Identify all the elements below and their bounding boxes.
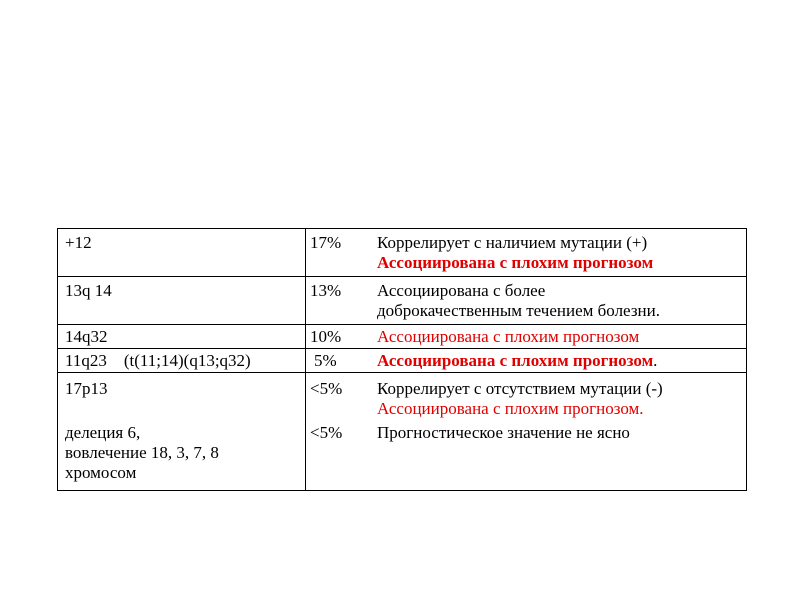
table-row — [58, 277, 746, 325]
row3-prognosis — [377, 327, 747, 347]
row2-marker — [65, 281, 300, 301]
marker-text: вовлечение 18, 3, 7, 8 — [65, 443, 219, 462]
marker-text: +12 — [65, 233, 92, 252]
prognosis-line: Ассоциирована с плохим прогнозом — [377, 253, 654, 272]
marker-text: хромосом — [65, 463, 137, 482]
row5b-marker — [65, 423, 300, 483]
marker-text: 14q32 — [65, 327, 108, 346]
prognosis-line: Коррелирует с отсутствием мутации (-) — [377, 379, 663, 398]
frequency-text: <5% — [310, 379, 343, 398]
row1-frequency — [310, 233, 362, 253]
row3-frequency — [310, 327, 362, 347]
row4-prognosis — [377, 351, 747, 371]
marker-text: 11q23 (t(11;14)(q13;q32) — [65, 351, 251, 370]
prognosis-line: доброкачественным течением болезни. — [377, 301, 660, 320]
row1-prognosis — [377, 233, 747, 273]
marker-text: делеция 6, — [65, 423, 141, 442]
prognosis-table — [57, 228, 747, 491]
table-row — [58, 325, 746, 349]
row3-marker — [65, 327, 300, 347]
prognosis-line: Коррелирует с наличием мутации (+) — [377, 233, 648, 252]
row4-frequency — [314, 351, 366, 371]
marker-text: 13q 14 — [65, 281, 112, 300]
table-row — [58, 349, 746, 373]
row1-marker — [65, 233, 300, 253]
prognosis-line: Ассоциирована с плохим прогнозом. — [377, 399, 644, 418]
row5-marker — [65, 379, 300, 399]
marker-text: 17p13 — [65, 379, 108, 398]
prognosis-suffix: . — [653, 351, 658, 370]
prognosis-line: Прогностическое значение не ясно — [377, 423, 630, 442]
frequency-text: 5% — [314, 351, 337, 370]
row5-frequency — [310, 379, 362, 399]
table-row — [58, 229, 746, 277]
row2-frequency — [310, 281, 362, 301]
frequency-text: 13% — [310, 281, 342, 300]
row4-marker — [65, 351, 300, 371]
row5-prognosis — [377, 379, 747, 419]
frequency-text: 10% — [310, 327, 342, 346]
table-row — [58, 373, 746, 490]
row5b-prognosis — [377, 423, 747, 443]
row2-prognosis — [377, 281, 747, 321]
prognosis-line: Ассоциирована с более — [377, 281, 546, 300]
row5b-frequency — [310, 423, 362, 443]
prognosis-line: Ассоциирована с плохим прогнозом — [377, 351, 654, 370]
prognosis-line: Ассоциирована с плохим прогнозом — [377, 327, 640, 346]
frequency-text: 17% — [310, 233, 342, 252]
frequency-text: <5% — [310, 423, 343, 442]
